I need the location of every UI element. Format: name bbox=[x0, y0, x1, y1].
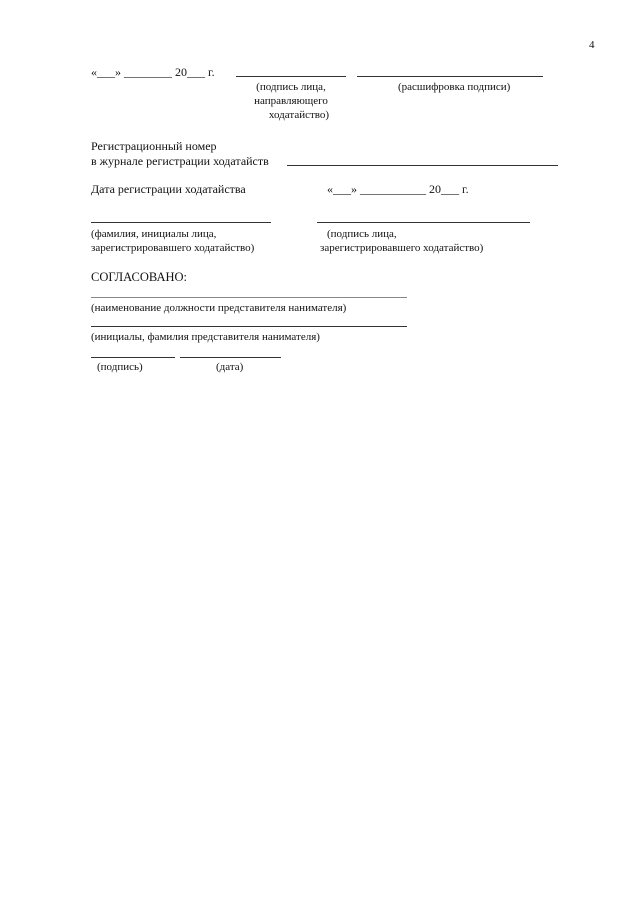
applicant-signature-caption-1: (подпись лица, bbox=[256, 81, 326, 93]
approval-signature-line bbox=[91, 357, 175, 358]
approval-initials-line bbox=[91, 326, 407, 327]
registrar-name-line bbox=[91, 222, 271, 223]
applicant-signature-caption-2: направляющего bbox=[254, 95, 328, 107]
registrar-signature-caption-1: (подпись лица, bbox=[327, 228, 397, 240]
approval-signature-caption: (подпись) bbox=[97, 361, 143, 373]
approval-date-line bbox=[180, 357, 281, 358]
registration-number-label-1: Регистрационный номер bbox=[91, 139, 217, 153]
applicant-signature-line bbox=[236, 76, 346, 77]
applicant-date: «___» ________ 20___ г. bbox=[91, 65, 215, 79]
applicant-decoding-caption: (расшифровка подписи) bbox=[398, 81, 511, 93]
approval-position-line bbox=[91, 297, 407, 298]
registrar-name-caption-1: (фамилия, инициалы лица, bbox=[91, 228, 217, 240]
registration-date-label: Дата регистрации ходатайства bbox=[91, 182, 246, 196]
registrar-signature-line bbox=[317, 222, 530, 223]
registration-number-line bbox=[287, 165, 558, 166]
applicant-signature-caption-3: ходатайство) bbox=[268, 109, 330, 121]
approval-position-caption: (наименование должности представителя нанимателя) bbox=[91, 302, 347, 314]
registrar-signature-caption-2: зарегистрировавшего ходатайство) bbox=[320, 242, 484, 254]
registration-date-value: «___» ___________ 20___ г. bbox=[327, 182, 469, 196]
registration-number-label-2: в журнале регистрации ходатайств bbox=[91, 154, 269, 168]
page-number: 4 bbox=[589, 39, 595, 51]
approval-heading: СОГЛАСОВАНО: bbox=[91, 270, 188, 284]
approval-date-caption: (дата) bbox=[216, 361, 244, 373]
registrar-name-caption-2: зарегистрировавшего ходатайство) bbox=[91, 242, 255, 254]
approval-initials-caption: (инициалы, фамилия представителя нанимателя) bbox=[91, 331, 320, 343]
applicant-decoding-line bbox=[357, 76, 543, 77]
